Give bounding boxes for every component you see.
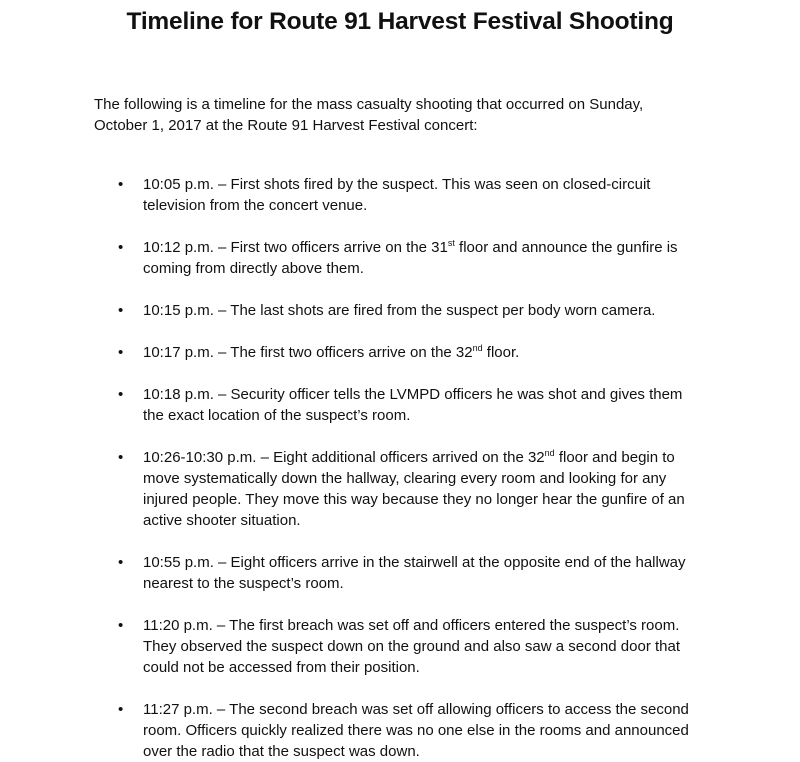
timeline-item	[118, 300, 698, 321]
item-text: 10:15 p.m. – The last shots are fired from the suspect per body worn camera.	[143, 302, 656, 319]
item-text-cont: floor and announce the gunfire is coming from directly above them.	[143, 239, 678, 277]
intro-paragraph: The following is a timeline for the mass casualty shooting that occurred on Sunday, October 1, 2017 at the Route 91 Harvest Festival concert:	[94, 96, 644, 134]
timeline-item	[118, 699, 698, 762]
item-text-cont: floor.	[482, 344, 520, 361]
item-text: 10:26-10:30 p.m. – Eight additional officers arrived on the 32	[143, 449, 545, 466]
document-title: Timeline for Route 91 Harvest Festival Shooting	[126, 8, 674, 35]
item-text: 10:12 p.m. – First two officers arrive on the 31	[143, 239, 448, 256]
timeline-item	[118, 237, 698, 279]
ordinal-suffix: nd	[544, 448, 555, 458]
timeline-item	[118, 552, 698, 594]
timeline-item	[118, 447, 698, 531]
item-text: 10:17 p.m. – The first two officers arrive on the 32	[143, 344, 473, 361]
timeline-item	[118, 174, 698, 216]
item-text: 11:20 p.m. – The first breach was set off and officers entered the suspect’s room. They observed the suspect down on the ground and also saw a second door that could not be accessed from their position.	[143, 617, 681, 676]
timeline-item	[118, 384, 698, 426]
item-text: 10:55 p.m. – Eight officers arrive in the stairwell at the opposite end of the hallway nearest to the suspect’s room.	[143, 554, 686, 592]
timeline-item	[118, 342, 698, 363]
timeline-list	[118, 174, 698, 762]
ordinal-suffix: nd	[472, 343, 483, 353]
item-text: 10:05 p.m. – First shots fired by the suspect. This was seen on closed-circuit television from the concert venue.	[143, 176, 651, 214]
item-text-cont: floor and begin to move systematically down the hallway, clearing every room and looking for any injured people. They move this way because they no longer hear the gunfire of an active shooter situation.	[143, 449, 685, 529]
item-text: 10:18 p.m. – Security officer tells the LVMPD officers he was shot and gives them the exact location of the suspect’s room.	[143, 386, 683, 424]
item-text: 11:27 p.m. – The second breach was set off allowing officers to access the second room. Officers quickly realized there was no one else in the rooms and announced over the radio that the suspect was down.	[143, 701, 689, 760]
ordinal-suffix: st	[447, 238, 455, 248]
timeline-item	[118, 615, 698, 678]
